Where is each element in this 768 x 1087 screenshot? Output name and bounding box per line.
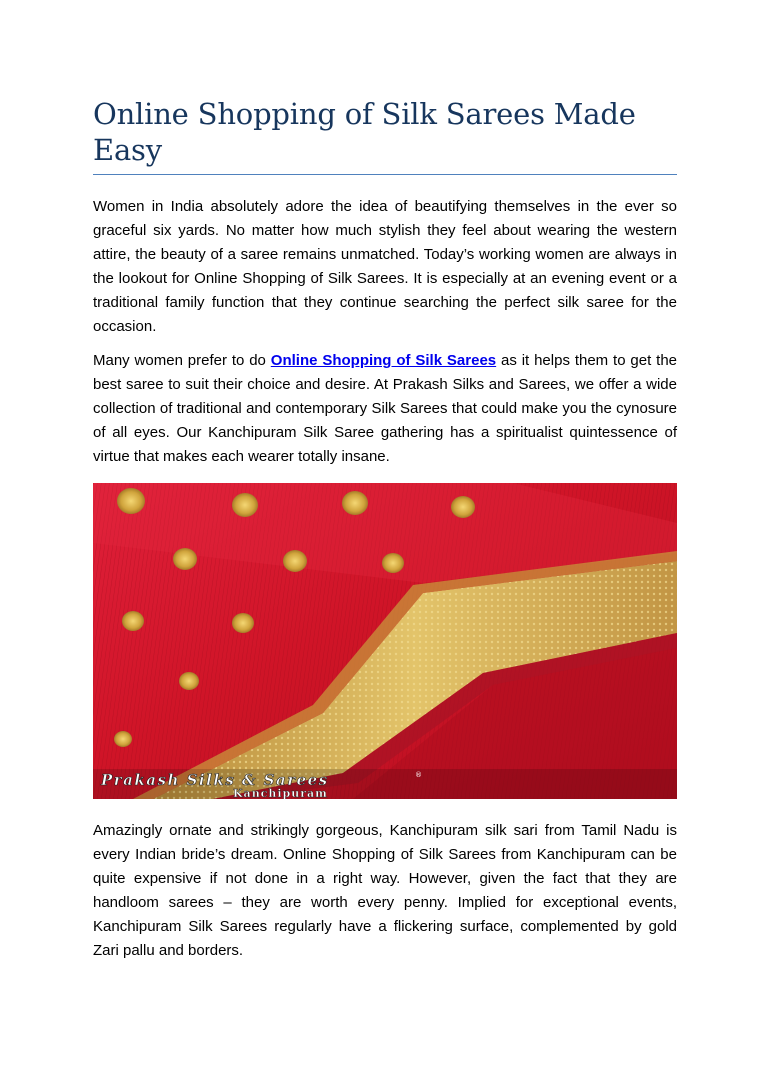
paragraph-intro: Women in India absolutely adore the idea of beautifying themselves in the ever so graceful six yards. No matter how much stylish they feel about wearing the western attire, the beauty of a saree remains unmatched. Today’s working women are always in the lookout for Online Shopping of Silk Sarees. It is especially at an evening event or a traditional family function that they continue searching the perfect silk saree for the occasion. (93, 198, 677, 335)
page-title: Online Shopping of Silk Sarees Made Easy (93, 97, 636, 167)
watermark-registered-mark: ® (415, 771, 422, 779)
paragraph-online-shopping (93, 349, 677, 469)
saree-photo (93, 483, 677, 799)
paragraph-text-after-link: as it helps them to get the best saree to suit their choice and desire. At Prakash Silks and Sarees, we offer a wide collection of traditional and contemporary Silk Sarees that could make you the cynosure of all eyes. Our Kanchipuram Silk Saree gathering has a spiritualist quintessence of virtue that makes each wearer totally insane. (93, 352, 677, 465)
paragraph-text-before-link: Many women prefer to do (93, 352, 271, 369)
title-underline (93, 174, 677, 175)
watermark-brand: Prakash Silks & Sarees (101, 771, 329, 789)
document-page (93, 0, 677, 963)
online-shopping-link[interactable]: Online Shopping of Silk Sarees (270, 352, 497, 369)
paragraph-kanchipuram: Amazingly ornate and strikingly gorgeous, Kanchipuram silk sari from Tamil Nadu is every Indian bride’s dream. Online Shopping of Silk Sarees from Kanchipuram can be quite expensive if not done in a right way. However, given the fact that they are handloom sarees – they are worth every penny. Implied for exceptional events, Kanchipuram Silk Sarees regularly have a flickering surface, complemented by gold Zari pallu and borders. (93, 822, 677, 959)
watermark-place: Kanchipuram (233, 787, 328, 799)
